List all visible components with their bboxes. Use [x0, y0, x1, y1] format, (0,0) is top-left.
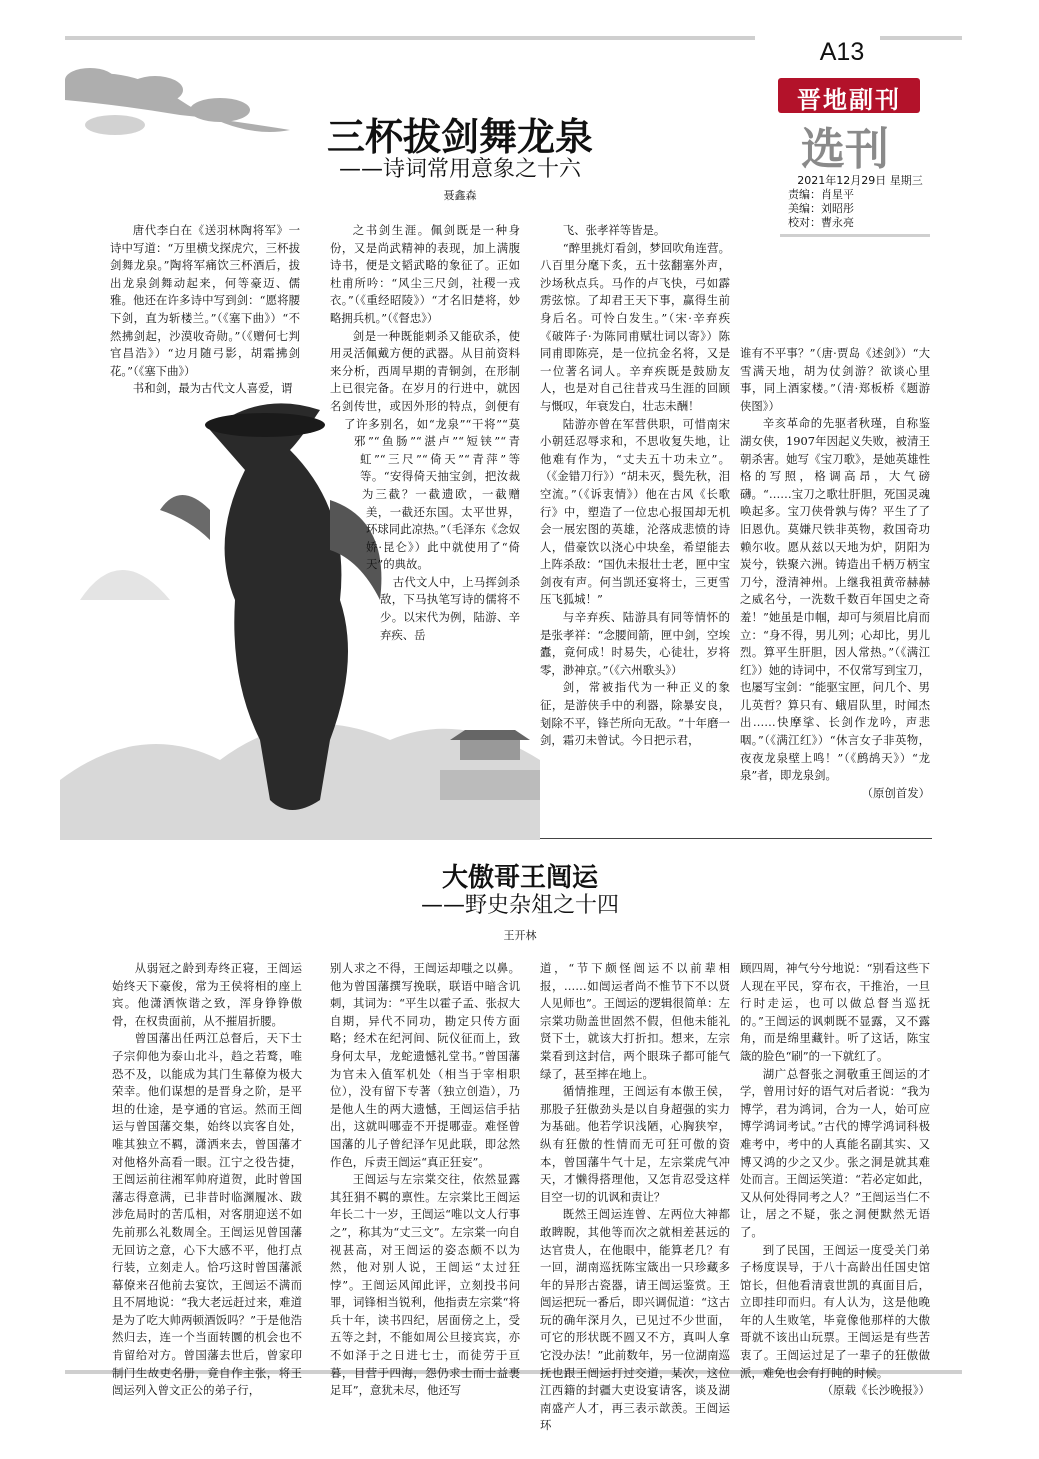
- issue-date: 2021年12月29日 星期三: [797, 174, 923, 187]
- article2-title: 大傲哥王闿运: [441, 863, 598, 893]
- proofreader-credit: 校对：曹永亮: [788, 216, 854, 229]
- brand-logo: 晋地副刊: [797, 85, 901, 114]
- article1-author: 聂鑫森: [443, 189, 477, 202]
- article2-source: （原载《长沙晚报》）: [821, 1383, 930, 1398]
- article2-subtitle: ——野史杂俎之十四: [420, 893, 619, 918]
- article1-subtitle: ——诗词常用意象之十六: [338, 157, 581, 182]
- article2-column-4: 顾四周，神气兮兮地说：“别看这些下人现在平民，穿布衣，干推治，一旦行时走运，也可以做总督当巡抚的。”王闿运的讽刺既不显露，又不露角，而是绵里藏针。听了这话，陈宝箴的脸色“刷”的一下就红了。 湖广总督张之洞敬重王闿运的才学，曾用讨好的语气对后者说：“我为博学，君为鸿词，合为一人，始可应博学鸿词考试。”古代的博学鸿词科极难考中，考中的人真能名副其实、又博又鸿的少之又少。张之洞是就其难处而言。王闿运笑道：“若必定如此，又从何处得同考之人？”王闿运当仁不让，居之不疑，张之洞便默然无语了。 到了民国，王闿运一度受关门弟子杨度误导，于八十高龄出任国史馆馆长，但他看清袁世凯的真面目后，立即挂印而归。有人认为，这是他晚年的人生败笔，毕竟像他那样的大傲哥就不该出山玩票。王闿运是有些苦衷了。王闿运过足了一辈子的狂傲做派，难免也会有打盹的时候。 （原载《长沙晚报》）: [740, 960, 930, 1400]
- page-number: A13: [819, 38, 865, 66]
- article2-column-3: 道，“节下颇怪闿运不以前辈相报，……如闿运者尚不惟节下不以贤人见师也”。王闿运的逻辑很简单：左宗棠功勋盖世固然不假，但他未能礼贤下士，就该大打折扣。想来，左宗棠看到这封信，两个眼珠子都可能气绿了，甚至摔在地上。 循情推理，王闿运有本傲王侯，那股子狂傲劲头是以自身超强的实力为基础。他若学识浅陋，心胸狭窄，纵有狂傲的性情而无可狂可傲的资本，曾国藩牛气十足，左宗棠虎气冲天，才懒得搭理他，又怎肯忍受这样目空一切的讥讽和责让？ 既然王闿运连曾、左两位大神都敢睥睨，其他等而次之就相差甚远的达官贵人，在他眼中，能算老几？有一回，湖南巡抚陈宝箴出一只珍藏多年的异形古瓷器，请王闿运鉴赏。王闿运把玩一番后，即兴调侃道：“这古玩的确年深月久，已见过不少世面，可它的形状既不圆又不方，真叫人拿它没办法！”此前数年，另一位湖南巡抚也跟王闿运打过交道，某次，这位江西籍的封疆大吏设宴请客，谈及湖南盛产人才，再三表示歆羡。王闿运环: [540, 961, 730, 1433]
- article1-column-2: 之书剑生涯。佩剑既是一种身份，又是尚武精神的表现，加上满腹诗书，便是文韬武略的象征了。正如杜甫所吟：“风尘三尺剑，社稷一戎衣。”（《重经昭陵》）“才名旧楚将，妙略拥兵机。”（《督忠》） 剑是一种既能刺杀又能砍杀，使用灵活佩戴方便的武器。从目前资料来分析，西周早期的青铜剑，在形制上已很完备。在岁月的行进中，就因名剑传世，或因外形的特点，剑便有了许多别名，如“龙泉”“干将”“莫邪”“鱼肠”“湛卢”“短铗”“青虹”“三尺”“倚天”“青萍”等等。“安得倚天抽宝剑，把汝裁为三截？一截遗欧，一截赠美，一截还东国。太平世界，环球同此凉热。”（毛泽东《念奴娇·昆仑》）此中就使用了“倚天”的典故。 古代文人中，上马挥剑杀敌，下马执笔写诗的儒将不少。以宋代为例，陆游、辛弃疾、岳: [330, 223, 520, 642]
- article1-title: 三杯拔剑舞龙泉: [326, 115, 593, 159]
- article2-column-1: 从弱冠之龄到寿终正寝，王闿运始终天下豪俊，常为王侯将相的座上宾。他潇洒恢谐之致，浑身铮铮傲骨，在权贵面前，从不摧眉折腰。 曾国藩出任两江总督后，天下士子宗仰他为泰山北斗，趋之若鹜，唯恐不及，以能成为其门生幕僚为极大荣幸。他们谋想的是晋身之阶，是平坦的仕途，是亨通的官运。然而王闿运与曾国藩交集，始终以宾客自处，唯其独立不羁，潇洒来去，曾国藩才对他格外高看一眼。江宁之役告捷，王闿运前往湘军帅府道贺，此时曾国藩志得意满，已非昔时临渊履冰、跋涉危局时的苦瓜相，对客朋迎送不如先前那么礼数周全。王闿运见曾国藩无回访之意，心下大感不平，他打点行装，立刻走人。恰巧这时曾国藩派幕僚来召他前去宴饮，王闿运不满而且不屑地说：“我大老远赶过来，难道是为了吃大帅两顿酒饭吗？”于是他浩然归去，连一个当面转圜的机会也不肯留给对方。曾国藩去世后，曾家印制门生故吏名册，竟自作主张，将王闿运列入曾文正公的弟子行，: [112, 961, 302, 1398]
- article2-column-2: 别人求之不得，王闿运却嗤之以鼻。他为曾国藩撰写挽联，联语中暗含讥刺，其词为：“平生以霍子孟、张叔大自期，异代不同功，勘定只传方面略；经术在纪河间、阮仪征而上，致身何太早，龙蛇遗憾礼堂书。”曾国藩为官未入值军机处（相当于宰相职位），没有留下专著（独立创造），乃是他人生的两大遗憾，王闿运信手拈出，这就叫哪壶不开提哪壶。难怪曾国藩的儿子曾纪泽乍见此联，即忿然作色，斥责王闿运“真正狂妄”。 王闿运与左宗棠交往，依然显露其狂狷不羁的禀性。左宗棠比王闿运年长二十一岁，王闿运“唯以文人行事之”，称其为“丈三文”。左宗棠一向自视甚高，对王闿运的姿态颇不以为然，他对别人说，王闿运“太过狂悖”。王闿运风闻此评，立刻投书问罪，词锋相当锐利，他指责左宗棠“将兵十年，读书四纪，居面傍之上，受五等之封，不能如周公旦接宾宾，亦不如泽于之日进七士，而徒劳于亘暮，目营于四海，怨仍求士而士益裹足耳”，意犹未尽，他还写: [330, 961, 520, 1398]
- editor-credit: 责编：肖星平: [788, 188, 854, 201]
- article1-source: （原创首发）: [861, 785, 930, 800]
- section-name: 选刊: [801, 124, 889, 175]
- article1-column-3: 飞、张孝祥等皆是。 “醉里挑灯看剑，梦回吹角连营。八百里分麾下炙，五十弦翻塞外声，沙场秋点兵。马作的卢飞快，弓如霹雳弦惊。了却君王天下事，赢得生前身后名。可怜白发生。”（宋·辛弃疾《破阵子·为陈同甫赋壮词以寄》）陈同甫即陈亮，是一位抗金名将，又是一位著名词人。辛弃疾既是鼓励友人，也是对自己往昔戎马生涯的回顾与慨叹，年衰发白，壮志未酬！ 陆游亦曾在军营供职，可惜南宋小朝廷忍辱求和，不思收复失地，让他难有作为，“丈夫五十功未立”。（《金错刀行》）“胡未灭，鬓先秋，泪空流。”（《诉衷情》）他在古风《长歌行》中，塑造了一位忠心报国却无机会一展宏图的英雄，沦落成悲愤的诗人，借豪饮以浇心中块垒，希望能去上阵杀敌：“国仇未报壮士老，匣中宝剑夜有声。何当凯还宴将士，三更雪压飞狐城！” 与辛弃疾、陆游具有同等情怀的是张孝祥：“念腰间箭，匣中剑，空埃蠹，竟何成！时易失，心徒壮，岁将零，渺神京。”（《六州歌头》） 剑，常被指代为一种正义的象征，是游侠手中的利器，除暴安良，刬除不平，锋芒所向无敌。“十年磨一剑，霜刃未曾试。今日把示君，: [540, 223, 730, 748]
- article2-author: 王开林: [503, 929, 537, 942]
- masthead-rule: [780, 234, 930, 237]
- article1-column-1: 唐代李白在《送羽林陶将军》一诗中写道：“万里横戈探虎穴，三杯拔剑舞龙泉。”陶将军痛饮三杯酒后，拔出龙泉剑舞动起来，何等豪迈、儒雅。他还在许多诗中写到剑：“愿将腰下剑，直为斩楼兰。”（《塞下曲》）“不然拂剑起，沙漠收奇勋。”（《赠何七判官昌浩》）“边月随弓影，胡霜拂剑花。”（《塞下曲》） 书和剑，最为古代文人喜爱，谓: [110, 223, 300, 396]
- top-rule-right: [880, 36, 962, 40]
- designer-credit: 美编：刘昭彤: [788, 202, 854, 215]
- pine-branch: [65, 68, 290, 135]
- article1-column-4: 谁有不平事？”（唐·贾岛《述剑》）“大雪满天地，胡为仗剑游？欲谈心里事，同上酒家楼。”（清·郑板桥《题游侠图》） 辛亥革命的先驱者秋瑾，自称鉴湖女侠，1907年因起义失败，被清王朝杀害。她写《宝刀歌》，是她英雄性格的写照，格调高昂，大气磅礴。“……宝刀之歌壮肝胆，死国灵魂唤起多。宝刀侠骨孰与俦？平生了了旧恩仇。莫嫌尺铁非英物，救国奇功赖尔收。愿从兹以天地为炉，阴阳为炭兮，铁聚六洲。铸造出千柄万柄宝刀兮，澄清神州。上继我祖黄帝赫赫之威名兮，一洗数千数百年国史之奇羞！”她虽是巾帼，却可与须眉比肩而立：“身不得，男儿列；心却比，男儿烈。算平生肝胆，因人常热。”（《满江红》）她的诗词中，不仅常写到宝刀，也屡写宝剑：“能驱宝匣，问几个、男儿英哲？算只有、蛾眉队里，时闻杰出……快摩挲、长剑作龙吟，声悲咽。”（《满江红》）“休言女子非英物，夜夜龙泉壁上鸣！”（《鹧鸪天》）“龙泉”者，即龙泉剑。 （原创首发）: [740, 345, 930, 802]
